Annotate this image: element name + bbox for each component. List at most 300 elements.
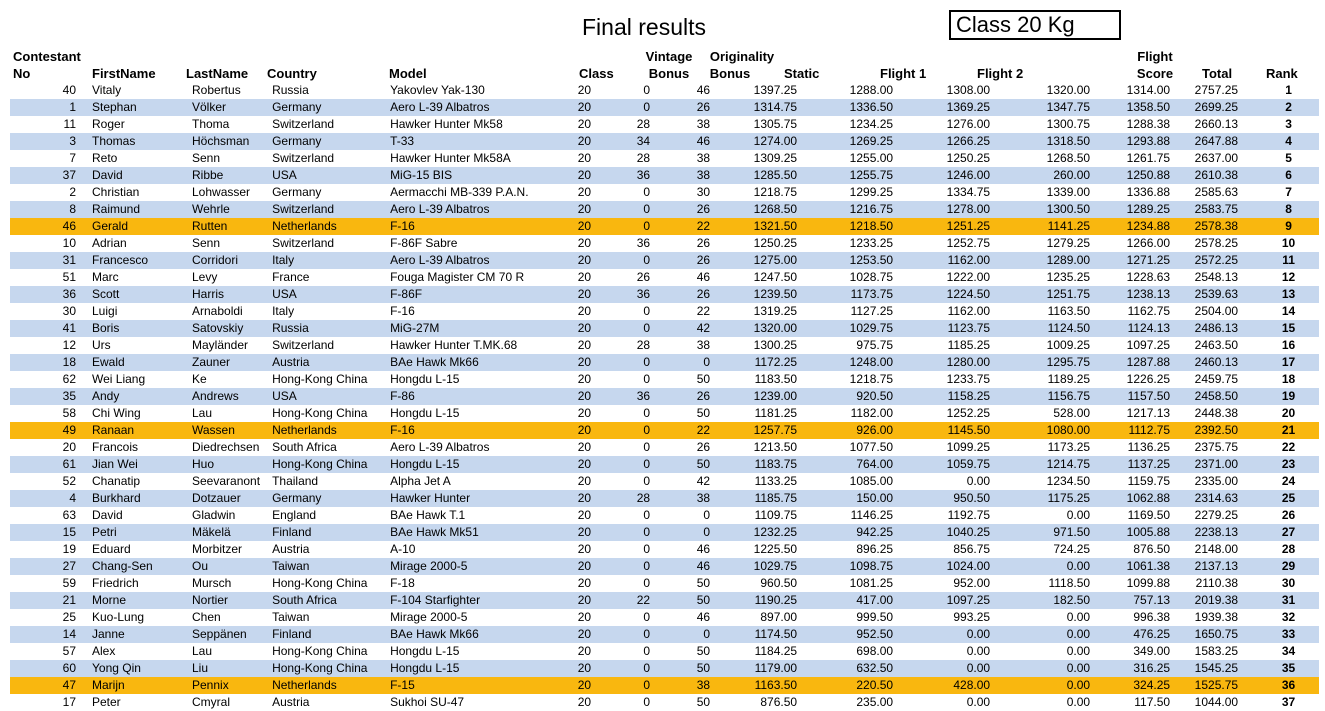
cell-class: 20 xyxy=(568,354,591,371)
cell-vintage-bonus: 0 xyxy=(591,626,650,643)
cell-originality-bonus: 50 xyxy=(696,576,711,590)
cell-last-name: Mäkelä xyxy=(176,524,260,541)
cell-flight-score: 1061.38 xyxy=(1090,558,1170,575)
cell-country: Switzerland xyxy=(272,338,335,352)
cell-contestant-no: 2 xyxy=(69,185,76,199)
cell-class: 20 xyxy=(568,626,591,643)
cell-rank: 32 xyxy=(1281,610,1296,624)
cell-originality-bonus: 46 xyxy=(696,83,711,97)
cell-originality-bonus: 46 xyxy=(650,133,710,150)
cell-flight3: 1141.25 xyxy=(990,218,1090,235)
cell-vintage-bonus: 34 xyxy=(591,133,650,150)
cell-flight2: 1246.00 xyxy=(893,167,990,184)
header-flight: Flight xyxy=(1137,49,1173,64)
cell-last-name: Huo xyxy=(176,456,260,473)
cell-total: 2019.38 xyxy=(1170,592,1238,609)
cell-flight3: 1318.50 xyxy=(990,133,1090,150)
table-row xyxy=(10,558,1319,575)
cell-model: Hongdu L-15 xyxy=(382,660,568,677)
cell-vintage-bonus: 0 xyxy=(643,644,651,658)
cell-rank: 17 xyxy=(1238,354,1319,371)
cell-contestant-no: 1 xyxy=(10,99,76,116)
cell-rank: 27 xyxy=(1238,524,1319,541)
cell-flight-score: 876.50 xyxy=(1133,542,1171,556)
cell-flight2: 1059.75 xyxy=(893,456,990,473)
cell-flight1: 1299.25 xyxy=(849,185,894,199)
cell-flight-score: 1336.88 xyxy=(1126,185,1171,199)
cell-first-name: Stephan xyxy=(76,99,176,116)
cell-vintage-bonus: 0 xyxy=(643,440,651,454)
cell-static-score: 1183.50 xyxy=(754,372,798,386)
cell-flight2: 1369.25 xyxy=(893,99,990,116)
cell-total: 2585.63 xyxy=(1194,185,1239,199)
table-row xyxy=(10,626,1319,643)
cell-total: 2647.88 xyxy=(1170,133,1238,150)
cell-last-name: Lohwasser xyxy=(192,185,251,199)
cell-flight1: 920.50 xyxy=(797,388,893,405)
cell-last-name: Levy xyxy=(192,270,218,284)
cell-vintage-bonus: 36 xyxy=(591,167,650,184)
header-flight1: Flight 1 xyxy=(880,66,927,81)
cell-flight3: 1251.75 xyxy=(990,286,1090,303)
cell-static-score: 1185.75 xyxy=(710,490,797,507)
cell-contestant-no: 10 xyxy=(62,236,76,250)
cell-contestant-no: 19 xyxy=(62,542,76,556)
cell-flight3: 0.00 xyxy=(990,558,1090,575)
cell-first-name: Petri xyxy=(76,524,176,541)
cell-model: Hongdu L-15 xyxy=(390,372,460,386)
cell-static-score: 1275.00 xyxy=(710,252,797,269)
cell-model: F-86F xyxy=(382,286,568,303)
table-row xyxy=(10,201,1319,218)
cell-vintage-bonus: 0 xyxy=(591,99,650,116)
cell-flight1: 1077.50 xyxy=(849,440,894,454)
cell-contestant-no: 36 xyxy=(10,286,76,303)
cell-flight1: 1248.00 xyxy=(797,354,893,371)
cell-total: 2448.38 xyxy=(1194,406,1239,420)
cell-flight1: 1085.00 xyxy=(849,474,894,488)
cell-total: 1525.75 xyxy=(1170,677,1238,694)
cell-rank: 26 xyxy=(1281,508,1296,522)
cell-class: 20 xyxy=(568,99,591,116)
cell-rank: 20 xyxy=(1281,406,1296,420)
cell-flight2: 1266.25 xyxy=(893,133,990,150)
cell-model: MiG-27M xyxy=(382,320,568,337)
cell-last-name: Arnaboldi xyxy=(192,304,243,318)
cell-last-name: Senn xyxy=(192,151,221,165)
cell-flight2: 993.25 xyxy=(953,610,991,624)
table-row xyxy=(10,303,1319,320)
cell-total: 1044.00 xyxy=(1194,695,1239,709)
cell-flight3: 0.00 xyxy=(990,660,1090,677)
cell-flight1: 942.25 xyxy=(797,524,893,541)
cell-contestant-no: 35 xyxy=(10,388,76,405)
cell-first-name: Marijn xyxy=(76,677,176,694)
cell-contestant-no: 3 xyxy=(10,133,76,150)
cell-first-name: Yong Qin xyxy=(76,660,176,677)
cell-flight2: 1158.25 xyxy=(893,388,990,405)
cell-class: 20 xyxy=(568,252,591,269)
cell-flight-score: 1124.13 xyxy=(1090,320,1170,337)
cell-country: Germany xyxy=(260,99,382,116)
cell-vintage-bonus: 0 xyxy=(643,372,651,386)
cell-first-name: Vitaly xyxy=(92,83,122,97)
cell-static-score: 1179.00 xyxy=(710,660,797,677)
cell-class: 20 xyxy=(577,406,592,420)
cell-flight-score: 1293.88 xyxy=(1090,133,1170,150)
cell-flight-score: 476.25 xyxy=(1090,626,1170,643)
cell-rank: 4 xyxy=(1238,133,1319,150)
cell-contestant-no: 62 xyxy=(62,372,76,386)
cell-flight3: 528.00 xyxy=(1053,406,1091,420)
cell-contestant-no: 60 xyxy=(10,660,76,677)
cell-country: Austria xyxy=(272,542,310,556)
cell-last-name: Nortier xyxy=(176,592,260,609)
cell-country: Finland xyxy=(260,626,382,643)
cell-flight2: 1280.00 xyxy=(893,354,990,371)
cell-static-score: 897.00 xyxy=(760,610,798,624)
cell-flight2: 1192.75 xyxy=(947,508,991,522)
cell-contestant-no: 59 xyxy=(62,576,76,590)
table-row xyxy=(10,490,1319,507)
cell-rank: 19 xyxy=(1238,388,1319,405)
cell-country: South Africa xyxy=(260,592,382,609)
cell-vintage-bonus: 28 xyxy=(591,490,650,507)
cell-model: F-104 Starfighter xyxy=(382,592,568,609)
cell-model: T-33 xyxy=(382,133,568,150)
table-row xyxy=(10,575,1319,592)
cell-rank: 1 xyxy=(1285,83,1292,97)
cell-country: Germany xyxy=(260,133,382,150)
cell-flight-score: 324.25 xyxy=(1090,677,1170,694)
cell-flight-score: 1234.88 xyxy=(1090,218,1170,235)
table-row xyxy=(10,677,1319,694)
cell-flight-score: 1062.88 xyxy=(1090,490,1170,507)
table-row xyxy=(10,337,1319,354)
cell-flight2: 1252.25 xyxy=(946,406,991,420)
cell-class: 20 xyxy=(577,270,592,284)
cell-static-score: 1239.50 xyxy=(710,286,797,303)
cell-country: France xyxy=(272,270,310,284)
cell-first-name: Jian Wei xyxy=(76,456,176,473)
cell-static-score: 1109.75 xyxy=(754,508,798,522)
cell-last-name: Corridori xyxy=(176,252,260,269)
cell-vintage-bonus: 0 xyxy=(591,677,650,694)
cell-last-name: Wassen xyxy=(176,422,260,439)
cell-originality-bonus: 22 xyxy=(650,422,710,439)
cell-flight3: 1175.25 xyxy=(990,490,1090,507)
cell-static-score: 1309.25 xyxy=(753,151,798,165)
cell-vintage-bonus: 0 xyxy=(643,576,651,590)
header-firstname: FirstName xyxy=(92,66,156,81)
cell-static-score: 1181.25 xyxy=(754,406,798,420)
cell-first-name: Friedrich xyxy=(92,576,139,590)
table-row xyxy=(10,388,1319,405)
cell-flight2: 1278.00 xyxy=(893,201,990,218)
cell-originality-bonus: 38 xyxy=(696,151,711,165)
cell-originality-bonus: 22 xyxy=(696,304,711,318)
cell-flight-score: 1238.13 xyxy=(1090,286,1170,303)
cell-country: Russia xyxy=(272,83,309,97)
cell-model: Yakovlev Yak-130 xyxy=(390,83,485,97)
cell-static-score: 1285.50 xyxy=(710,167,797,184)
cell-rank: 5 xyxy=(1285,151,1292,165)
cell-flight2: 0.00 xyxy=(893,626,990,643)
cell-total: 2637.00 xyxy=(1194,151,1239,165)
header-vintage-bonus: Bonus xyxy=(648,66,690,81)
cell-last-name: Harris xyxy=(176,286,260,303)
cell-country: Taiwan xyxy=(272,610,310,624)
cell-first-name: Wei Liang xyxy=(92,372,146,386)
cell-vintage-bonus: 0 xyxy=(643,83,651,97)
cell-last-name: Liu xyxy=(176,660,260,677)
cell-last-name: Zauner xyxy=(176,354,260,371)
cell-flight2: 1233.75 xyxy=(946,372,991,386)
cell-class: 20 xyxy=(568,320,591,337)
cell-vintage-bonus: 28 xyxy=(636,151,651,165)
cell-flight1: 1098.75 xyxy=(797,558,893,575)
cell-model: F-16 xyxy=(382,218,568,235)
cell-class: 20 xyxy=(568,201,591,218)
cell-flight3: 1320.00 xyxy=(1046,83,1091,97)
cell-total: 2137.13 xyxy=(1170,558,1238,575)
cell-static-score: 1397.25 xyxy=(753,83,798,97)
cell-flight-score: 1137.25 xyxy=(1090,456,1170,473)
table-row xyxy=(10,524,1319,541)
cell-model: Fouga Magister CM 70 R xyxy=(390,270,525,284)
cell-rank: 23 xyxy=(1238,456,1319,473)
cell-flight1: 417.00 xyxy=(797,592,893,609)
cell-flight2: 1185.25 xyxy=(947,338,991,352)
cell-first-name: Marc xyxy=(92,270,119,284)
cell-rank: 16 xyxy=(1281,338,1296,352)
cell-last-name: Wehrle xyxy=(176,201,260,218)
header-originality-bonus: Bonus xyxy=(709,66,751,81)
cell-flight1: 952.50 xyxy=(797,626,893,643)
cell-model: Alpha Jet A xyxy=(390,474,451,488)
cell-class: 20 xyxy=(568,558,591,575)
cell-country: Hong-Kong China xyxy=(260,660,382,677)
cell-first-name: Raimund xyxy=(76,201,176,218)
cell-rank: 11 xyxy=(1238,252,1319,269)
cell-flight3: 182.50 xyxy=(990,592,1090,609)
cell-country: USA xyxy=(260,286,382,303)
cell-originality-bonus: 50 xyxy=(696,695,711,709)
header-no: No xyxy=(13,66,31,81)
cell-last-name: Seppänen xyxy=(176,626,260,643)
cell-contestant-no: 15 xyxy=(10,524,76,541)
table-row xyxy=(10,541,1319,558)
cell-flight-score: 1157.50 xyxy=(1090,388,1170,405)
cell-model: Hawker Hunter Mk58 xyxy=(390,117,503,131)
cell-country: Switzerland xyxy=(272,151,335,165)
cell-static-score: 1163.50 xyxy=(710,677,797,694)
cell-flight1: 1288.00 xyxy=(849,83,894,97)
cell-first-name: Eduard xyxy=(92,542,131,556)
cell-contestant-no: 46 xyxy=(10,218,76,235)
cell-country: Thailand xyxy=(272,474,319,488)
cell-model: Mirage 2000-5 xyxy=(382,558,568,575)
cell-flight1: 235.00 xyxy=(856,695,894,709)
cell-country: England xyxy=(272,508,317,522)
cell-flight2: 1097.25 xyxy=(893,592,990,609)
cell-total: 2148.00 xyxy=(1194,542,1239,556)
cell-total: 2699.25 xyxy=(1170,99,1238,116)
cell-static-score: 1305.75 xyxy=(753,117,798,131)
table-row xyxy=(10,82,1319,99)
cell-model: F-86 xyxy=(382,388,568,405)
cell-total: 2238.13 xyxy=(1170,524,1238,541)
cell-total: 2459.75 xyxy=(1194,372,1239,386)
cell-total: 2539.63 xyxy=(1170,286,1238,303)
cell-total: 2335.00 xyxy=(1194,474,1239,488)
cell-originality-bonus: 26 xyxy=(650,286,710,303)
table-row xyxy=(10,269,1319,286)
cell-originality-bonus: 22 xyxy=(650,218,710,235)
cell-flight2: 1123.75 xyxy=(893,320,990,337)
cell-first-name: Burkhard xyxy=(76,490,176,507)
cell-flight-score: 117.50 xyxy=(1134,695,1171,709)
cell-flight1: 1028.75 xyxy=(849,270,894,284)
cell-contestant-no: 40 xyxy=(62,83,76,97)
table-row xyxy=(10,184,1319,201)
cell-flight1: 1029.75 xyxy=(797,320,893,337)
cell-class: 20 xyxy=(568,167,591,184)
cell-first-name: Reto xyxy=(92,151,118,165)
cell-model: Sukhoi SU-47 xyxy=(390,695,465,709)
cell-flight2: 1276.00 xyxy=(946,117,991,131)
cell-flight-score: 1099.88 xyxy=(1126,576,1171,590)
cell-class: 20 xyxy=(568,490,591,507)
cell-flight3: 1279.25 xyxy=(1046,236,1091,250)
cell-class: 20 xyxy=(577,185,592,199)
cell-rank: 13 xyxy=(1238,286,1319,303)
cell-flight-score: 1288.38 xyxy=(1126,117,1171,131)
cell-flight1: 896.25 xyxy=(856,542,894,556)
header-total: Total xyxy=(1202,66,1233,81)
cell-first-name: Francois xyxy=(92,440,139,454)
cell-first-name: Chi Wing xyxy=(92,406,141,420)
cell-contestant-no: 20 xyxy=(62,440,76,454)
cell-last-name: Gladwin xyxy=(192,508,236,522)
cell-flight1: 1234.25 xyxy=(849,117,894,131)
cell-last-name: Mursch xyxy=(192,576,232,590)
cell-flight2: 1145.50 xyxy=(893,422,990,439)
cell-total: 2371.00 xyxy=(1170,456,1238,473)
cell-flight2: 952.00 xyxy=(953,576,991,590)
cell-model: F-18 xyxy=(390,576,415,590)
cell-model: Aero L-39 Albatros xyxy=(390,440,490,454)
cell-first-name: Janne xyxy=(76,626,176,643)
cell-flight2: 1024.00 xyxy=(893,558,990,575)
cell-last-name: Völker xyxy=(176,99,260,116)
cell-vintage-bonus: 0 xyxy=(643,542,651,556)
cell-model: Aero L-39 Albatros xyxy=(382,252,568,269)
cell-country: Austria xyxy=(272,695,310,709)
cell-contestant-no: 41 xyxy=(10,320,76,337)
cell-originality-bonus: 26 xyxy=(650,388,710,405)
cell-contestant-no: 61 xyxy=(10,456,76,473)
cell-flight-score: 1005.88 xyxy=(1090,524,1170,541)
cell-flight-score: 1097.25 xyxy=(1126,338,1171,352)
cell-class: 20 xyxy=(577,304,592,318)
cell-contestant-no: 7 xyxy=(69,151,76,165)
cell-contestant-no: 31 xyxy=(10,252,76,269)
cell-flight2: 1162.00 xyxy=(947,304,991,318)
cell-rank: 21 xyxy=(1238,422,1319,439)
cell-total: 2504.00 xyxy=(1194,304,1239,318)
cell-country: Switzerland xyxy=(272,236,335,250)
cell-static-score: 1314.75 xyxy=(710,99,797,116)
cell-total: 2463.50 xyxy=(1194,338,1239,352)
cell-model: MiG-15 BIS xyxy=(382,167,568,184)
cell-last-name: Thoma xyxy=(192,117,230,131)
cell-total: 2460.13 xyxy=(1170,354,1238,371)
cell-flight3: 0.00 xyxy=(1066,644,1091,658)
table-row xyxy=(10,473,1319,490)
cell-rank: 12 xyxy=(1281,270,1296,284)
cell-rank: 3 xyxy=(1285,117,1292,131)
cell-flight-score: 1226.25 xyxy=(1126,372,1171,386)
cell-originality-bonus: 46 xyxy=(696,542,711,556)
cell-vintage-bonus: 0 xyxy=(591,320,650,337)
cell-last-name: Morbitzer xyxy=(192,542,243,556)
cell-flight2: 428.00 xyxy=(893,677,990,694)
cell-first-name: David xyxy=(92,508,123,522)
cell-static-score: 1321.50 xyxy=(710,218,797,235)
cell-class: 20 xyxy=(577,576,592,590)
table-row xyxy=(10,456,1319,473)
cell-class: 20 xyxy=(577,83,592,97)
cell-flight-score: 316.25 xyxy=(1090,660,1170,677)
cell-static-score: 1247.50 xyxy=(753,270,798,284)
cell-originality-bonus: 50 xyxy=(650,456,710,473)
cell-flight1: 1233.25 xyxy=(849,236,894,250)
cell-class: 20 xyxy=(568,660,591,677)
cell-flight-score: 1112.75 xyxy=(1090,422,1170,439)
cell-model: Hongdu L-15 xyxy=(390,644,460,658)
cell-rank: 24 xyxy=(1281,474,1296,488)
cell-model: F-16 xyxy=(390,304,415,318)
cell-country: Taiwan xyxy=(260,558,382,575)
cell-flight-score: 1162.75 xyxy=(1127,304,1171,318)
cell-country: Netherlands xyxy=(260,422,382,439)
cell-class: 20 xyxy=(577,372,592,386)
cell-total: 1650.75 xyxy=(1170,626,1238,643)
cell-last-name: Ou xyxy=(176,558,260,575)
cell-flight3: 1189.25 xyxy=(1047,372,1091,386)
cell-model: Aermacchi MB-339 P.A.N. xyxy=(390,185,529,199)
cell-flight-score: 757.13 xyxy=(1090,592,1170,609)
cell-class: 20 xyxy=(577,695,592,709)
cell-flight3: 1289.00 xyxy=(990,252,1090,269)
cell-total: 2610.38 xyxy=(1170,167,1238,184)
cell-class: 20 xyxy=(577,644,592,658)
cell-last-name: Ke xyxy=(192,372,207,386)
cell-flight1: 1127.25 xyxy=(850,304,894,318)
cell-first-name: Kuo-Lung xyxy=(92,610,145,624)
table-row xyxy=(10,507,1319,524)
cell-last-name: Lau xyxy=(192,406,213,420)
cell-country: Hong-Kong China xyxy=(272,406,368,420)
cell-flight-score: 996.38 xyxy=(1133,610,1171,624)
cell-class: 20 xyxy=(577,151,592,165)
cell-country: Finland xyxy=(260,524,382,541)
cell-contestant-no: 57 xyxy=(62,644,76,658)
table-row xyxy=(10,116,1319,133)
cell-class: 20 xyxy=(568,422,591,439)
cell-originality-bonus: 46 xyxy=(696,270,711,284)
